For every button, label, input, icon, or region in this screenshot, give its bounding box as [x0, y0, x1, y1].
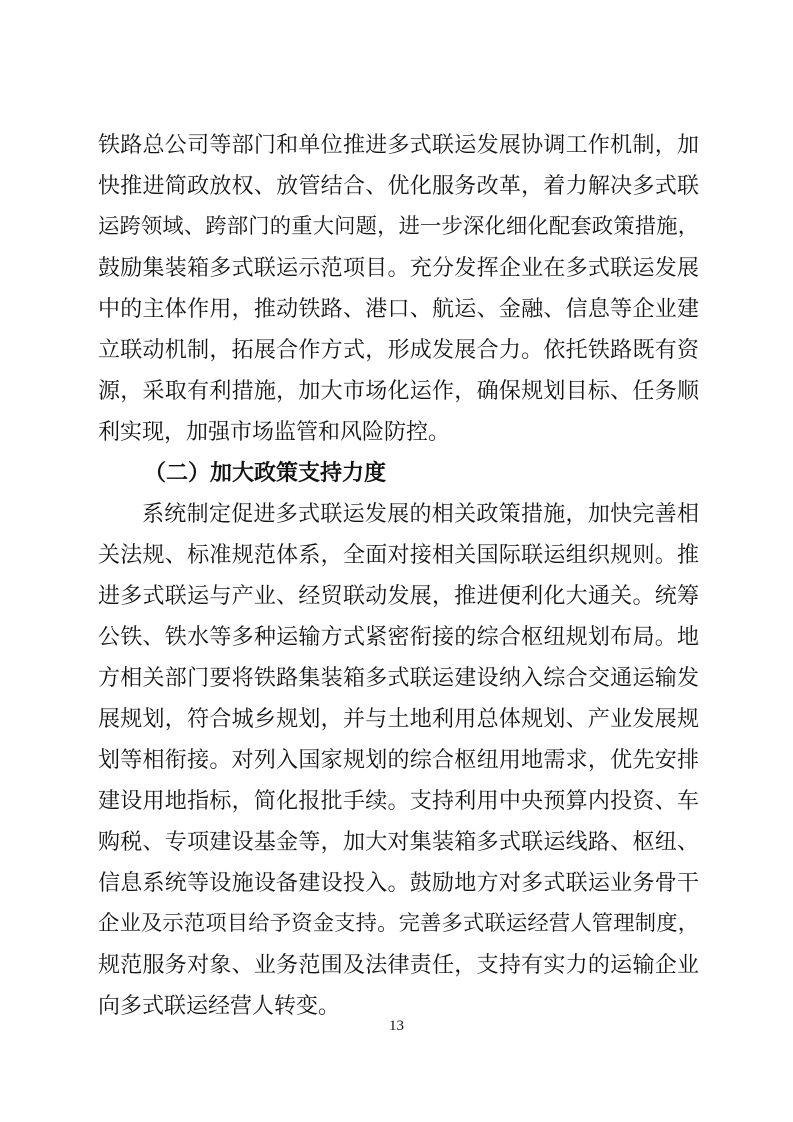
paragraph1-line: 利实现，加强市场监管和风险防控。: [98, 419, 451, 444]
paragraph1-line: 鼓励集装箱多式联运示范项目。充分发挥企业在多式联运发展: [98, 255, 699, 280]
paragraph2-line: 划等相衔接。对列入国家规划的综合枢纽用地需求，优先安排: [98, 747, 699, 772]
document-body: [98, 124, 699, 1026]
paragraph2-line: 方相关部门要将铁路集装箱多式联运建设纳入综合交通运输发: [98, 665, 699, 690]
page-number: 13: [389, 1018, 404, 1034]
paragraph1-line: 快推进简政放权、放管结合、优化服务改革，着力解决多式联: [98, 173, 699, 198]
paragraph1-line: 运跨领域、跨部门的重大问题，进一步深化细化配套政策措施，: [98, 214, 699, 238]
paragraph1-line: 源，采取有利措施，加大市场化运作，确保规划目标、任务顺: [98, 378, 699, 403]
paragraph2-line: 展规划，符合城乡规划，并与土地利用总体规划、产业发展规: [98, 706, 699, 731]
paragraph1-line: 铁路总公司等部门和单位推进多式联运发展协调工作机制，加: [98, 132, 699, 157]
paragraph1-line: 立联动机制，拓展合作方式，形成发展合力。依托铁路既有资: [98, 337, 699, 362]
paragraph2-line: 向多式联运经营人转变。: [98, 993, 341, 1018]
paragraph2-line: 关法规、标准规范体系，全面对接相关国际联运组织规则。推: [98, 542, 699, 567]
paragraph2-line: 公铁、铁水等多种运输方式紧密衔接的综合枢纽规划布局。地: [98, 624, 699, 649]
paragraph2-line: 系统制定促进多式联运发展的相关政策措施，加快完善相: [142, 501, 699, 526]
paragraph2-line: 规范服务对象、业务范围及法律责任，支持有实力的运输企业: [98, 952, 699, 977]
paragraph2-line: 建设用地指标，简化报批手续。支持利用中央预算内投资、车: [98, 788, 699, 813]
paragraph2-line: 企业及示范项目给予资金支持。完善多式联运经营人管理制度，: [98, 911, 699, 935]
paragraph1-line: 中的主体作用，推动铁路、港口、航运、金融、信息等企业建: [98, 296, 699, 321]
paragraph2-line: 进多式联运与产业、经贸联动发展，推进便利化大通关。统筹: [98, 583, 699, 608]
paragraph2-line: 购税、专项建设基金等，加大对集装箱多式联运线路、枢纽、: [98, 829, 699, 854]
section-heading: （二）加大政策支持力度: [144, 460, 387, 485]
paragraph2-line: 信息系统等设施设备建设投入。鼓励地方对多式联运业务骨干: [98, 870, 699, 895]
